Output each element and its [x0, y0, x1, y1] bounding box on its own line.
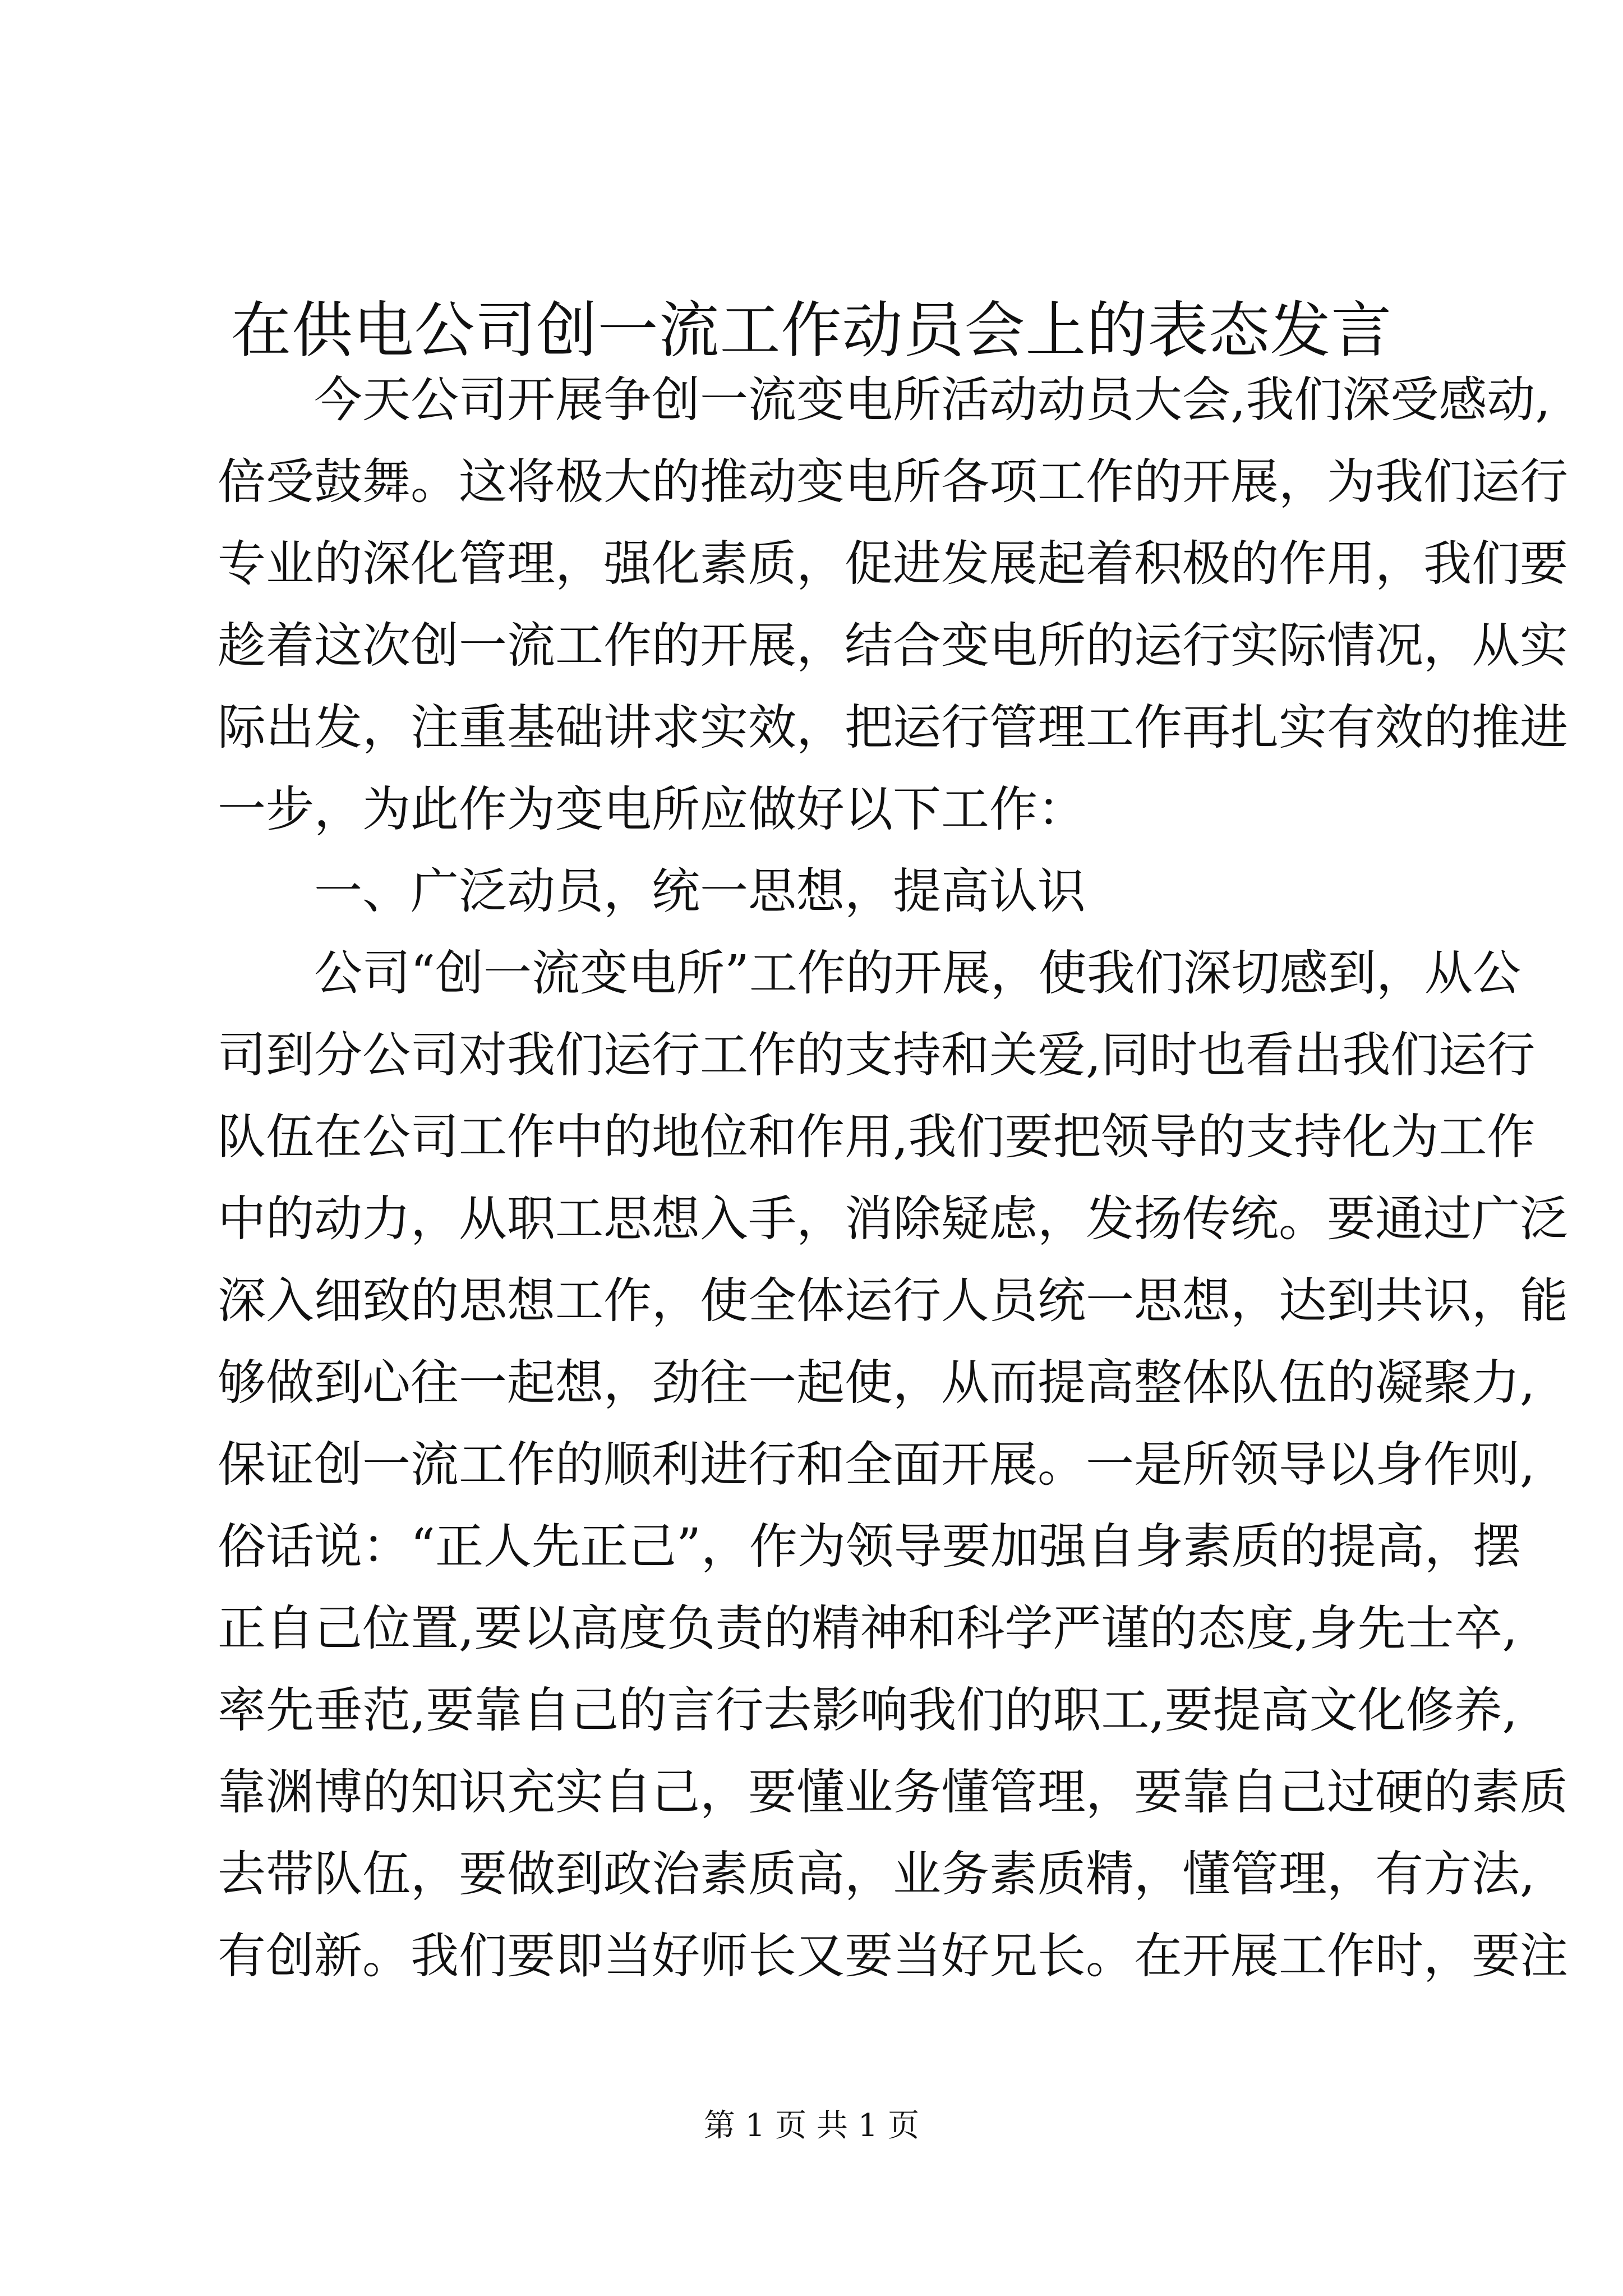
- body-line: 保证创一流工作的顺利进行和全面开展。一是所领导以身作则,: [218, 1437, 1536, 1493]
- body-line: 有创新。我们要即当好师长又要当好兄长。在开展工作时，要注: [218, 1928, 1568, 1984]
- body-line: 趁着这次创一流工作的开展，结合变电所的运行实际情况，从实: [218, 618, 1568, 674]
- section-heading: 一、广泛动员，统一思想，提高认识: [314, 863, 1086, 919]
- body-line: 倍受鼓舞。这将极大的推动变电所各项工作的开展，为我们运行: [218, 454, 1568, 510]
- document-body: [218, 359, 1568, 1997]
- body-line: 司到分公司对我们运行工作的支持和关爱,同时也看出我们运行: [218, 1027, 1536, 1083]
- body-line: 际出发，注重基础讲求实效，把运行管理工作再扎实有效的推进: [218, 700, 1568, 756]
- document-title: 在供电公司创一流工作动员会上的表态发言: [230, 296, 1393, 366]
- body-line: 中的动力，从职工思想入手，消除疑虑，发扬传统。要通过广泛: [218, 1191, 1568, 1247]
- body-line: 靠渊博的知识充实自己，要懂业务懂管理，要靠自己过硬的素质: [218, 1764, 1568, 1820]
- body-line: 去带队伍，要做到政治素质高，业务素质精，懂管理，有方法,: [218, 1846, 1536, 1902]
- body-line: 一步，为此作为变电所应做好以下工作：: [218, 781, 1086, 838]
- page-footer: 第 1 页 共 1 页: [703, 2108, 920, 2144]
- body-line: 今天公司开展争创一流变电所活动动员大会,我们深受感动,: [314, 372, 1551, 428]
- body-line: 率先垂范,要靠自己的言行去影响我们的职工,要提高文化修养,: [218, 1682, 1518, 1738]
- body-line: 正自己位置,要以高度负责的精神和科学严谨的态度,身先士卒,: [218, 1600, 1518, 1657]
- body-line: 队伍在公司工作中的地位和作用,我们要把领导的支持化为工作: [218, 1109, 1536, 1165]
- body-line: 专业的深化管理，强化素质，促进发展起着积极的作用，我们要: [218, 536, 1568, 592]
- body-line: 俗话说：“正人先正己”，作为领导要加强自身素质的提高，摆: [218, 1519, 1521, 1575]
- body-line: 深入细致的思想工作，使全体运行人员统一思想，达到共识，能: [218, 1273, 1568, 1329]
- body-line: 够做到心往一起想，劲往一起使，从而提高整体队伍的凝聚力,: [218, 1355, 1536, 1411]
- body-line: 公司“创一流变电所”工作的开展，使我们深切感到，从公: [314, 945, 1521, 1001]
